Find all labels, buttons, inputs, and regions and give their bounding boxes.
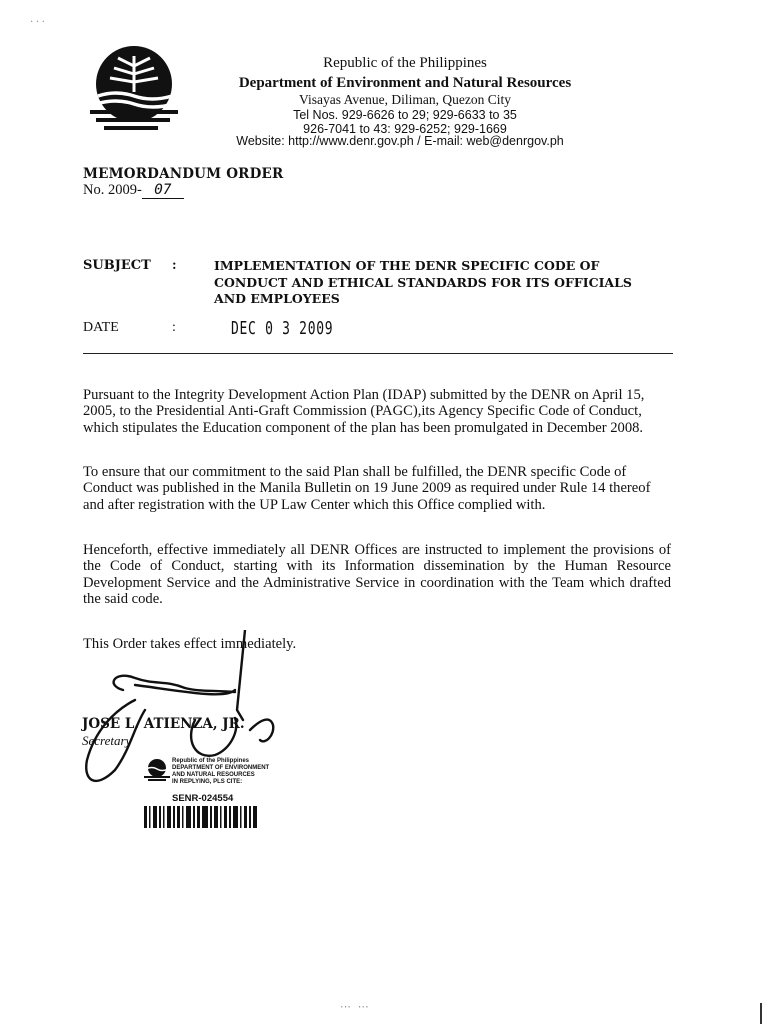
date-label: DATE [83, 320, 119, 335]
letterhead-tel-line1: Tel Nos. 929-6626 to 29; 929-6633 to 35 [293, 108, 517, 122]
date-stamp: DEC 0 3 2009 [231, 318, 334, 339]
letterhead-website: Website: http://www.denr.gov.ph / E-mail: web@denrgov.ph [236, 134, 564, 148]
subject-label: SUBJECT [83, 258, 151, 273]
header-divider [83, 353, 673, 354]
memo-number [83, 182, 184, 199]
stamp-line-1: Republic of the Philippines [172, 758, 250, 764]
stamp-line-3: AND NATURAL RESOURCES [172, 772, 255, 778]
scan-artifact-footer: ⋯ ⋯ [340, 1001, 371, 1013]
stamp-text [172, 758, 269, 786]
letterhead-tel-line2: 926-7041 to 43: 929-6252; 929-1669 [303, 122, 507, 136]
stamp-reference: SENR-024554 [172, 793, 234, 804]
letterhead-department: Department of Environment and Natural Resources [238, 75, 572, 91]
scan-artifact-corner: ․ ․ ․ [30, 14, 46, 25]
signatory-name: JOSE L. ATIENZA, JR. [82, 716, 245, 732]
body-paragraph-3: Henceforth, effective immediately all DENR Offices are instructed to implement the provisions of the Code of Conduct, starting with its Information dissemination by the Human Resource Development Service and the Administrative Service in coordination with the Team which drafted the said code. [83, 542, 671, 607]
body-paragraph-2: To ensure that our commitment to the said Plan shall be fulfilled, the DENR specific Code of Conduct was published in the Manila Bulletin on 19 June 2009 as required under Rule 14 thereof and after registration with the UP Law Center which this Office complied with. [83, 464, 651, 513]
body-paragraph-4: This Order takes effect immediately. [83, 636, 297, 652]
stamp-line-2: DEPARTMENT OF ENVIRONMENT [172, 765, 270, 771]
memo-number-value: 07 [142, 182, 184, 199]
memo-title: MEMORDANDUM ORDER [83, 166, 284, 182]
denr-stamp-logo-icon [142, 758, 172, 782]
subject-text: IMPLEMENTATION OF THE DENR SPECIFIC CODE OF CONDUCT AND ETHICAL STANDARDS FOR ITS OFFICIALS AND EMPLOYEES [214, 258, 632, 306]
barcode-icon [142, 804, 262, 830]
subject-colon: : [172, 258, 177, 273]
denr-logo-icon [88, 40, 180, 132]
scan-artifact-edge [760, 1003, 762, 1024]
date-colon: : [172, 320, 176, 335]
memo-number-prefix: No. 2009- [83, 182, 142, 198]
stamp-line-4: IN REPLYING, PLS CITE: [172, 779, 243, 785]
signatory-title: Secretary [82, 733, 132, 748]
letterhead-address: Visayas Avenue, Diliman, Quezon City [299, 92, 511, 107]
body-paragraph-1: Pursuant to the Integrity Development Action Plan (IDAP) submitted by the DENR on April 15, 2005, to the Presidential Anti-Graft Commission (PAGC),its Agency Specific Code of Conduct, which stipulates the Education component of the plan has been promulgated in December 2008. [83, 387, 645, 436]
letterhead-republic: Republic of the Philippines [323, 55, 487, 71]
